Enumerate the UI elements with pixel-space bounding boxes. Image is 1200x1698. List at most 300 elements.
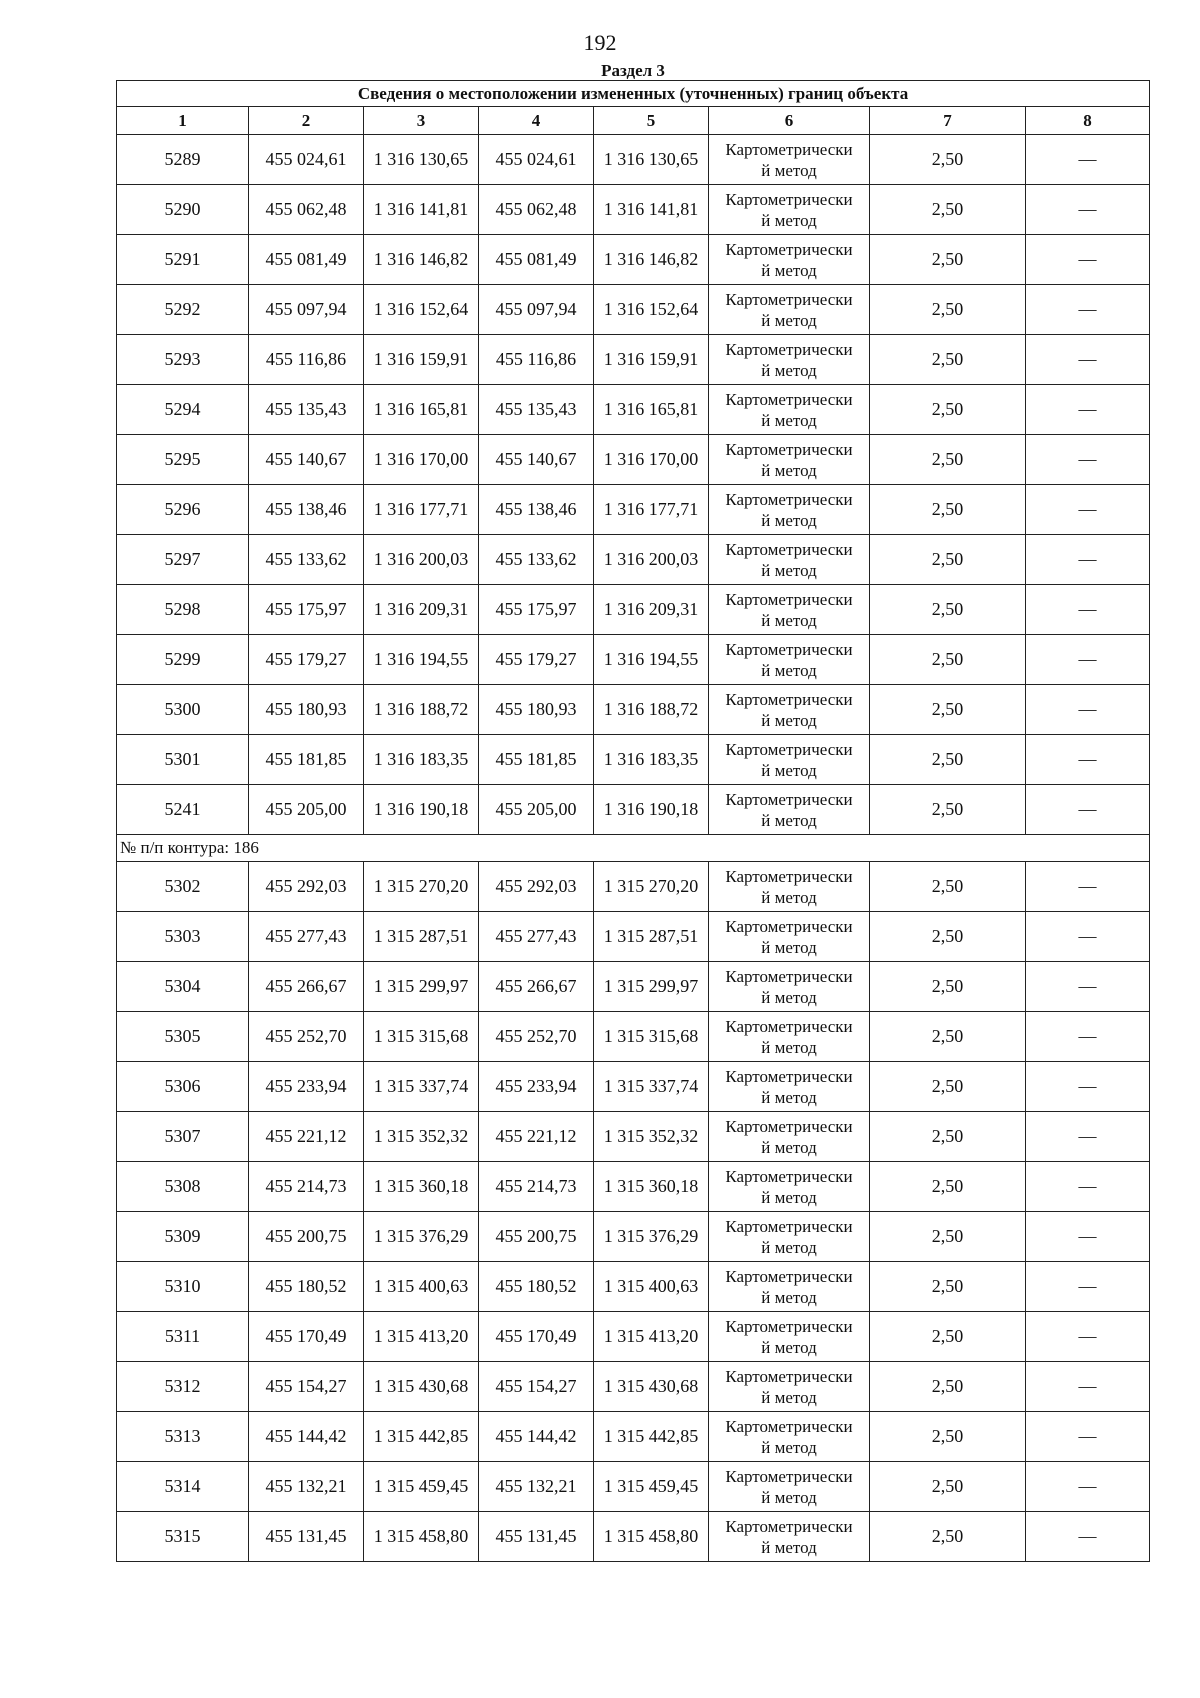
y-new-cell: 1 316 209,31 — [594, 585, 709, 635]
point-number-cell: 5302 — [117, 862, 249, 912]
y-existing-cell: 1 316 194,55 — [364, 635, 479, 685]
table-row — [117, 285, 1150, 335]
method-line-2: й метод — [761, 310, 817, 330]
method-line-2: й метод — [761, 1087, 817, 1107]
table-row — [117, 862, 1150, 912]
table-row — [117, 1362, 1150, 1412]
accuracy-cell: 2,50 — [870, 1412, 1026, 1462]
method-line-1: Картометрически — [725, 589, 853, 609]
point-number-cell: 5311 — [117, 1312, 249, 1362]
y-existing-cell: 1 315 315,68 — [364, 1012, 479, 1062]
table-row — [117, 1412, 1150, 1462]
x-existing-cell: 455 175,97 — [249, 585, 364, 635]
column-number: 7 — [870, 107, 1026, 135]
y-new-cell: 1 315 442,85 — [594, 1412, 709, 1462]
method-line-1: Картометрически — [725, 689, 853, 709]
description-cell: — — [1026, 1262, 1150, 1312]
point-number-cell: 5303 — [117, 912, 249, 962]
method-cell — [709, 1312, 870, 1362]
method-line-1: Картометрически — [725, 1366, 853, 1386]
method-line-2: й метод — [761, 710, 817, 730]
column-number: 2 — [249, 107, 364, 135]
y-existing-cell: 1 315 376,29 — [364, 1212, 479, 1262]
y-existing-cell: 1 316 152,64 — [364, 285, 479, 335]
method-line-1: Картометрически — [725, 339, 853, 359]
x-new-cell: 455 175,97 — [479, 585, 594, 635]
y-new-cell: 1 315 337,74 — [594, 1062, 709, 1112]
y-new-cell: 1 316 170,00 — [594, 435, 709, 485]
point-number-cell: 5296 — [117, 485, 249, 535]
method-line-1: Картометрически — [725, 1166, 853, 1186]
point-number-cell: 5291 — [117, 235, 249, 285]
point-number-cell: 5315 — [117, 1512, 249, 1562]
x-existing-cell: 455 200,75 — [249, 1212, 364, 1262]
method-cell — [709, 1112, 870, 1162]
method-line-2: й метод — [761, 887, 817, 907]
contour-row — [117, 835, 1150, 862]
point-number-cell: 5298 — [117, 585, 249, 635]
method-line-2: й метод — [761, 1337, 817, 1357]
x-new-cell: 455 154,27 — [479, 1362, 594, 1412]
description-cell: — — [1026, 1162, 1150, 1212]
method-line-1: Картометрически — [725, 1016, 853, 1036]
method-line-1: Картометрически — [725, 966, 853, 986]
description-cell: — — [1026, 962, 1150, 1012]
description-cell: — — [1026, 685, 1150, 735]
method-line-1: Картометрически — [725, 489, 853, 509]
coordinates-table — [116, 80, 1150, 1562]
x-existing-cell: 455 138,46 — [249, 485, 364, 535]
accuracy-cell: 2,50 — [870, 1112, 1026, 1162]
y-new-cell: 1 316 165,81 — [594, 385, 709, 435]
point-number-cell: 5308 — [117, 1162, 249, 1212]
method-line-1: Картометрически — [725, 289, 853, 309]
table-header — [117, 81, 1150, 135]
method-line-1: Картометрически — [725, 916, 853, 936]
method-cell — [709, 685, 870, 735]
method-line-2: й метод — [761, 760, 817, 780]
point-number-cell: 5300 — [117, 685, 249, 735]
method-line-1: Картометрически — [725, 1416, 853, 1436]
x-existing-cell: 455 024,61 — [249, 135, 364, 185]
x-new-cell: 455 180,52 — [479, 1262, 594, 1312]
point-number-cell: 5297 — [117, 535, 249, 585]
point-number-cell: 5309 — [117, 1212, 249, 1262]
table-row — [117, 485, 1150, 535]
column-number: 5 — [594, 107, 709, 135]
point-number-cell: 5292 — [117, 285, 249, 335]
y-existing-cell: 1 315 337,74 — [364, 1062, 479, 1112]
x-new-cell: 455 233,94 — [479, 1062, 594, 1112]
method-line-1: Картометрически — [725, 139, 853, 159]
method-cell — [709, 535, 870, 585]
method-cell — [709, 335, 870, 385]
method-line-1: Картометрически — [725, 539, 853, 559]
table-row — [117, 1162, 1150, 1212]
x-new-cell: 455 135,43 — [479, 385, 594, 435]
point-number-cell: 5241 — [117, 785, 249, 835]
x-new-cell: 455 277,43 — [479, 912, 594, 962]
x-new-cell: 455 097,94 — [479, 285, 594, 335]
method-line-1: Картометрически — [725, 1466, 853, 1486]
method-line-1: Картометрически — [725, 1266, 853, 1286]
method-line-2: й метод — [761, 460, 817, 480]
description-cell: — — [1026, 735, 1150, 785]
x-new-cell: 455 131,45 — [479, 1512, 594, 1562]
x-new-cell: 455 138,46 — [479, 485, 594, 535]
table-row — [117, 135, 1150, 185]
accuracy-cell: 2,50 — [870, 1312, 1026, 1362]
y-new-cell: 1 315 376,29 — [594, 1212, 709, 1262]
x-new-cell: 455 170,49 — [479, 1312, 594, 1362]
table-row — [117, 685, 1150, 735]
method-line-2: й метод — [761, 1187, 817, 1207]
method-cell — [709, 1462, 870, 1512]
x-new-cell: 455 180,93 — [479, 685, 594, 735]
column-number: 6 — [709, 107, 870, 135]
method-cell — [709, 962, 870, 1012]
description-cell: — — [1026, 1062, 1150, 1112]
y-existing-cell: 1 316 146,82 — [364, 235, 479, 285]
method-cell — [709, 1262, 870, 1312]
x-new-cell: 455 116,86 — [479, 335, 594, 385]
table-row — [117, 535, 1150, 585]
accuracy-cell: 2,50 — [870, 1012, 1026, 1062]
y-existing-cell: 1 315 352,32 — [364, 1112, 479, 1162]
y-existing-cell: 1 315 442,85 — [364, 1412, 479, 1462]
method-cell — [709, 1512, 870, 1562]
method-line-1: Картометрически — [725, 1216, 853, 1236]
method-line-2: й метод — [761, 560, 817, 580]
method-line-1: Картометрически — [725, 1516, 853, 1536]
y-new-cell: 1 315 287,51 — [594, 912, 709, 962]
table-row — [117, 585, 1150, 635]
y-existing-cell: 1 316 141,81 — [364, 185, 479, 235]
table-row — [117, 1062, 1150, 1112]
y-existing-cell: 1 316 170,00 — [364, 435, 479, 485]
x-existing-cell: 455 170,49 — [249, 1312, 364, 1362]
point-number-cell: 5299 — [117, 635, 249, 685]
method-cell — [709, 735, 870, 785]
point-number-cell: 5290 — [117, 185, 249, 235]
point-number-cell: 5307 — [117, 1112, 249, 1162]
method-line-2: й метод — [761, 260, 817, 280]
x-new-cell: 455 062,48 — [479, 185, 594, 235]
accuracy-cell: 2,50 — [870, 435, 1026, 485]
contour-label: № п/п контура: 186 — [117, 835, 1150, 862]
accuracy-cell: 2,50 — [870, 1462, 1026, 1512]
x-existing-cell: 455 292,03 — [249, 862, 364, 912]
method-cell — [709, 785, 870, 835]
x-existing-cell: 455 180,93 — [249, 685, 364, 735]
accuracy-cell: 2,50 — [870, 235, 1026, 285]
x-existing-cell: 455 221,12 — [249, 1112, 364, 1162]
y-existing-cell: 1 316 159,91 — [364, 335, 479, 385]
method-line-2: й метод — [761, 810, 817, 830]
method-cell — [709, 235, 870, 285]
accuracy-cell: 2,50 — [870, 185, 1026, 235]
table-caption: Сведения о местоположении измененных (уточненных) границ объекта — [117, 81, 1150, 107]
y-new-cell: 1 315 315,68 — [594, 1012, 709, 1062]
y-existing-cell: 1 315 270,20 — [364, 862, 479, 912]
x-new-cell: 455 179,27 — [479, 635, 594, 685]
accuracy-cell: 2,50 — [870, 735, 1026, 785]
method-line-1: Картометрически — [725, 739, 853, 759]
table-row — [117, 1262, 1150, 1312]
y-existing-cell: 1 315 299,97 — [364, 962, 479, 1012]
table-row — [117, 785, 1150, 835]
y-existing-cell: 1 315 400,63 — [364, 1262, 479, 1312]
method-cell — [709, 285, 870, 335]
description-cell: — — [1026, 1362, 1150, 1412]
table-row — [117, 1462, 1150, 1512]
method-cell — [709, 1412, 870, 1462]
x-new-cell: 455 200,75 — [479, 1212, 594, 1262]
description-cell: — — [1026, 385, 1150, 435]
x-new-cell: 455 140,67 — [479, 435, 594, 485]
x-new-cell: 455 132,21 — [479, 1462, 594, 1512]
x-existing-cell: 455 097,94 — [249, 285, 364, 335]
accuracy-cell: 2,50 — [870, 585, 1026, 635]
point-number-cell: 5293 — [117, 335, 249, 385]
method-line-2: й метод — [761, 410, 817, 430]
method-line-2: й метод — [761, 360, 817, 380]
y-new-cell: 1 316 159,91 — [594, 335, 709, 385]
y-existing-cell: 1 315 459,45 — [364, 1462, 479, 1512]
x-existing-cell: 455 214,73 — [249, 1162, 364, 1212]
description-cell: — — [1026, 635, 1150, 685]
description-cell: — — [1026, 1012, 1150, 1062]
x-existing-cell: 455 133,62 — [249, 535, 364, 585]
x-existing-cell: 455 135,43 — [249, 385, 364, 435]
description-cell: — — [1026, 785, 1150, 835]
y-existing-cell: 1 315 458,80 — [364, 1512, 479, 1562]
y-new-cell: 1 315 413,20 — [594, 1312, 709, 1362]
y-existing-cell: 1 316 200,03 — [364, 535, 479, 585]
accuracy-cell: 2,50 — [870, 535, 1026, 585]
table-row — [117, 335, 1150, 385]
description-cell: — — [1026, 485, 1150, 535]
accuracy-cell: 2,50 — [870, 285, 1026, 335]
method-cell — [709, 135, 870, 185]
y-new-cell: 1 315 430,68 — [594, 1362, 709, 1412]
description-cell: — — [1026, 235, 1150, 285]
method-line-2: й метод — [761, 510, 817, 530]
column-number-row — [117, 107, 1150, 135]
x-new-cell: 455 133,62 — [479, 535, 594, 585]
method-line-2: й метод — [761, 660, 817, 680]
x-existing-cell: 455 131,45 — [249, 1512, 364, 1562]
method-line-1: Картометрически — [725, 866, 853, 886]
description-cell: — — [1026, 1112, 1150, 1162]
description-cell: — — [1026, 1462, 1150, 1512]
description-cell: — — [1026, 862, 1150, 912]
method-cell — [709, 1062, 870, 1112]
accuracy-cell: 2,50 — [870, 785, 1026, 835]
x-existing-cell: 455 233,94 — [249, 1062, 364, 1112]
point-number-cell: 5289 — [117, 135, 249, 185]
x-existing-cell: 455 266,67 — [249, 962, 364, 1012]
table-row — [117, 1312, 1150, 1362]
method-line-2: й метод — [761, 1137, 817, 1157]
x-existing-cell: 455 180,52 — [249, 1262, 364, 1312]
method-line-2: й метод — [761, 160, 817, 180]
x-new-cell: 455 181,85 — [479, 735, 594, 785]
y-existing-cell: 1 316 183,35 — [364, 735, 479, 785]
accuracy-cell: 2,50 — [870, 1162, 1026, 1212]
y-new-cell: 1 315 458,80 — [594, 1512, 709, 1562]
description-cell: — — [1026, 535, 1150, 585]
method-cell — [709, 385, 870, 435]
x-existing-cell: 455 140,67 — [249, 435, 364, 485]
table-row — [117, 235, 1150, 285]
y-existing-cell: 1 315 413,20 — [364, 1312, 479, 1362]
method-line-1: Картометрически — [725, 789, 853, 809]
table-row — [117, 735, 1150, 785]
x-new-cell: 455 266,67 — [479, 962, 594, 1012]
method-line-2: й метод — [761, 1487, 817, 1507]
method-line-2: й метод — [761, 1287, 817, 1307]
table-row — [117, 962, 1150, 1012]
description-cell: — — [1026, 1212, 1150, 1262]
y-existing-cell: 1 316 177,71 — [364, 485, 479, 535]
x-new-cell: 455 144,42 — [479, 1412, 594, 1462]
accuracy-cell: 2,50 — [870, 485, 1026, 535]
method-cell — [709, 1362, 870, 1412]
accuracy-cell: 2,50 — [870, 1062, 1026, 1112]
y-new-cell: 1 316 183,35 — [594, 735, 709, 785]
column-number: 8 — [1026, 107, 1150, 135]
method-line-2: й метод — [761, 210, 817, 230]
x-existing-cell: 455 116,86 — [249, 335, 364, 385]
description-cell: — — [1026, 912, 1150, 962]
x-existing-cell: 455 144,42 — [249, 1412, 364, 1462]
description-cell: — — [1026, 1312, 1150, 1362]
y-new-cell: 1 316 146,82 — [594, 235, 709, 285]
method-line-2: й метод — [761, 937, 817, 957]
point-number-cell: 5305 — [117, 1012, 249, 1062]
y-existing-cell: 1 315 430,68 — [364, 1362, 479, 1412]
accuracy-cell: 2,50 — [870, 862, 1026, 912]
column-number: 4 — [479, 107, 594, 135]
accuracy-cell: 2,50 — [870, 1512, 1026, 1562]
y-new-cell: 1 316 177,71 — [594, 485, 709, 535]
point-number-cell: 5301 — [117, 735, 249, 785]
accuracy-cell: 2,50 — [870, 385, 1026, 435]
method-line-2: й метод — [761, 610, 817, 630]
method-cell — [709, 635, 870, 685]
y-existing-cell: 1 315 360,18 — [364, 1162, 479, 1212]
method-line-1: Картометрически — [725, 1066, 853, 1086]
x-new-cell: 455 221,12 — [479, 1112, 594, 1162]
table-row — [117, 1012, 1150, 1062]
method-line-2: й метод — [761, 1537, 817, 1557]
y-new-cell: 1 316 194,55 — [594, 635, 709, 685]
y-new-cell: 1 315 360,18 — [594, 1162, 709, 1212]
x-new-cell: 455 252,70 — [479, 1012, 594, 1062]
section-title: Раздел 3 — [601, 61, 665, 80]
y-new-cell: 1 316 190,18 — [594, 785, 709, 835]
y-new-cell: 1 315 352,32 — [594, 1112, 709, 1162]
x-new-cell: 455 024,61 — [479, 135, 594, 185]
method-line-1: Картометрически — [725, 1116, 853, 1136]
method-cell — [709, 1212, 870, 1262]
y-existing-cell: 1 316 190,18 — [364, 785, 479, 835]
method-line-2: й метод — [761, 987, 817, 1007]
method-cell — [709, 185, 870, 235]
y-new-cell: 1 316 130,65 — [594, 135, 709, 185]
x-existing-cell: 455 062,48 — [249, 185, 364, 235]
description-cell: — — [1026, 335, 1150, 385]
x-existing-cell: 455 154,27 — [249, 1362, 364, 1412]
point-number-cell: 5295 — [117, 435, 249, 485]
table-row — [117, 635, 1150, 685]
method-line-2: й метод — [761, 1037, 817, 1057]
method-line-2: й метод — [761, 1387, 817, 1407]
point-number-cell: 5310 — [117, 1262, 249, 1312]
method-line-1: Картометрически — [725, 439, 853, 459]
accuracy-cell: 2,50 — [870, 962, 1026, 1012]
table-row — [117, 185, 1150, 235]
y-new-cell: 1 315 270,20 — [594, 862, 709, 912]
y-new-cell: 1 316 152,64 — [594, 285, 709, 335]
description-cell: — — [1026, 585, 1150, 635]
column-number: 3 — [364, 107, 479, 135]
method-line-2: й метод — [761, 1437, 817, 1457]
accuracy-cell: 2,50 — [870, 135, 1026, 185]
x-existing-cell: 455 081,49 — [249, 235, 364, 285]
method-line-1: Картометрически — [725, 239, 853, 259]
x-existing-cell: 455 181,85 — [249, 735, 364, 785]
description-cell: — — [1026, 185, 1150, 235]
y-new-cell: 1 316 200,03 — [594, 535, 709, 585]
method-cell — [709, 1162, 870, 1212]
table-row — [117, 1112, 1150, 1162]
point-number-cell: 5306 — [117, 1062, 249, 1112]
description-cell: — — [1026, 435, 1150, 485]
y-new-cell: 1 315 459,45 — [594, 1462, 709, 1512]
method-cell — [709, 912, 870, 962]
y-new-cell: 1 315 299,97 — [594, 962, 709, 1012]
accuracy-cell: 2,50 — [870, 335, 1026, 385]
y-existing-cell: 1 316 188,72 — [364, 685, 479, 735]
method-line-1: Картометрически — [725, 639, 853, 659]
y-new-cell: 1 315 400,63 — [594, 1262, 709, 1312]
method-cell — [709, 435, 870, 485]
method-cell — [709, 585, 870, 635]
accuracy-cell: 2,50 — [870, 635, 1026, 685]
x-existing-cell: 455 132,21 — [249, 1462, 364, 1512]
y-existing-cell: 1 315 287,51 — [364, 912, 479, 962]
point-number-cell: 5312 — [117, 1362, 249, 1412]
table-row — [117, 385, 1150, 435]
point-number-cell: 5314 — [117, 1462, 249, 1512]
column-number: 1 — [117, 107, 249, 135]
point-number-cell: 5294 — [117, 385, 249, 435]
y-new-cell: 1 316 141,81 — [594, 185, 709, 235]
method-line-1: Картометрически — [725, 389, 853, 409]
x-existing-cell: 455 179,27 — [249, 635, 364, 685]
table-body — [117, 135, 1150, 1562]
x-new-cell: 455 205,00 — [479, 785, 594, 835]
x-new-cell: 455 081,49 — [479, 235, 594, 285]
page-number: 192 — [583, 30, 617, 55]
x-new-cell: 455 292,03 — [479, 862, 594, 912]
method-cell — [709, 1012, 870, 1062]
method-line-1: Картометрически — [725, 189, 853, 209]
y-new-cell: 1 316 188,72 — [594, 685, 709, 735]
description-cell: — — [1026, 285, 1150, 335]
